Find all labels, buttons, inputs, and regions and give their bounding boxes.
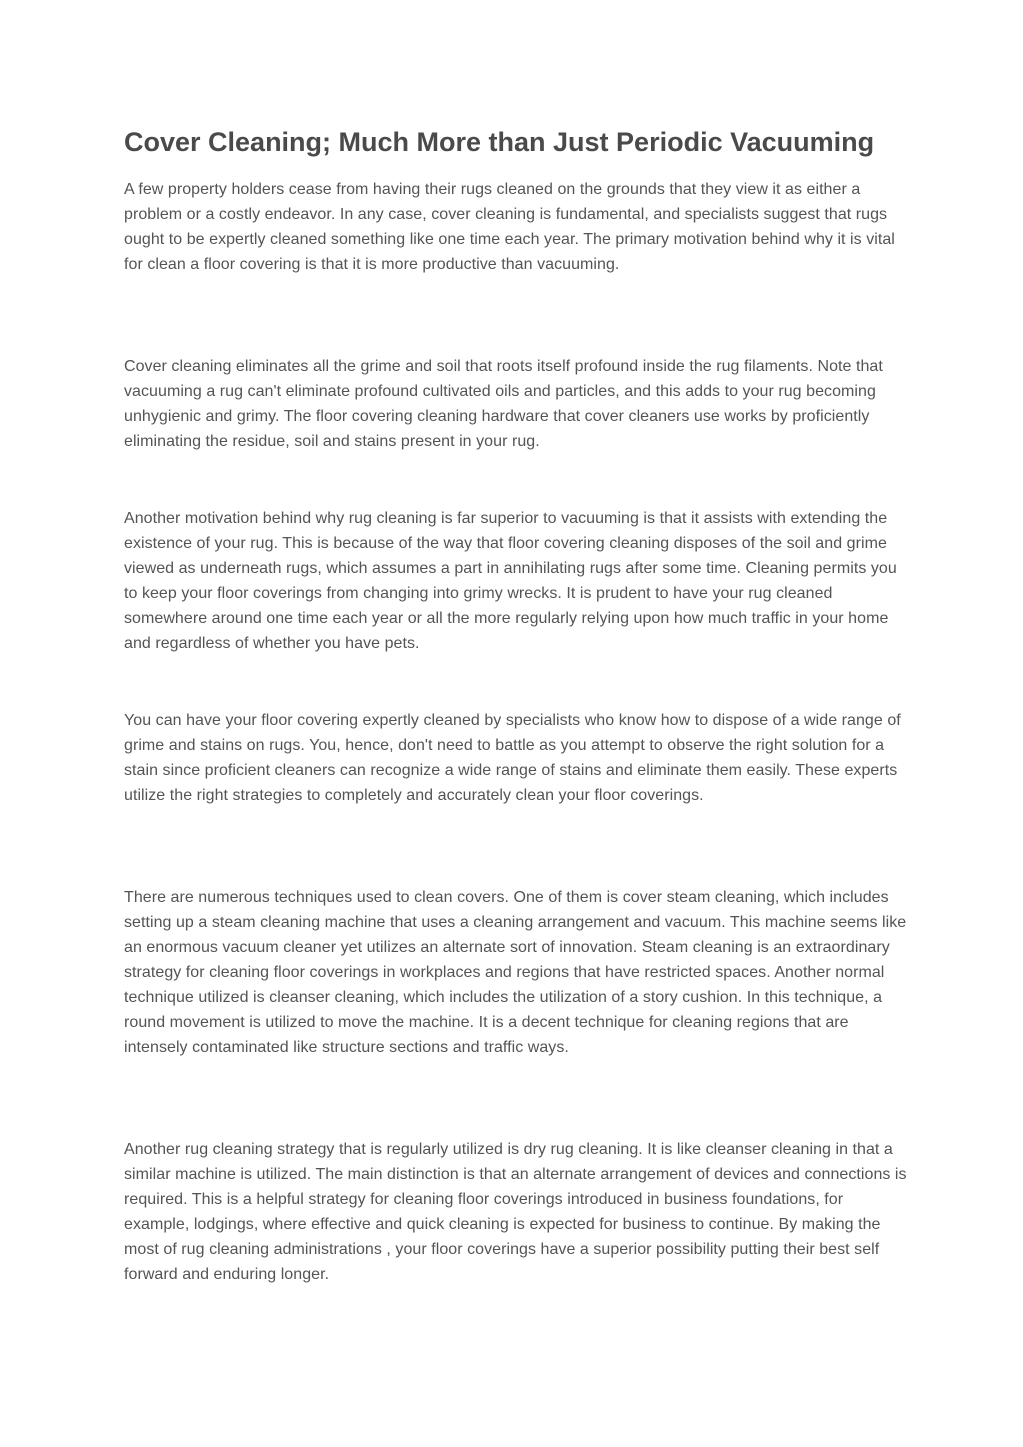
paragraph-1: A few property holders cease from having their rugs cleaned on the grounds that they view it as either a problem or a costly endeavor. In any case, cover cleaning is fundamental, and specialists suggest that rugs ought to be expertly cleaned something like one time each year. The primary motivation behind why it is vital for clean a floor covering is that it is more productive than vacuuming.	[124, 181, 895, 273]
paragraph-2: Cover cleaning eliminates all the grime and soil that roots itself profound inside the rug filaments. Note that vacuuming a rug can't eliminate profound cultivated oils and particles, and this adds to your rug becoming unhygienic and grimy. The floor covering cleaning hardware that cover cleaners use works by proficiently eliminating the residue, soil and stains present in your rug.	[124, 358, 883, 450]
paragraph-5: There are numerous techniques used to clean covers. One of them is cover steam cleaning, which includes setting up a steam cleaning machine that uses a cleaning arrangement and vacuum. This machine seems like an enormous vacuum cleaner yet utilizes an alternate sort of innovation. Steam cleaning is an extraordinary strategy for cleaning floor coverings in workplaces and regions that have restricted spaces. Another normal technique utilized is cleanser cleaning, which includes the utilization of a story cushion. In this technique, a round movement is utilized to move the machine. It is a decent technique for cleaning regions that are intensely contaminated like structure sections and traffic ways.	[124, 889, 907, 1056]
paragraph-3: Another motivation behind why rug cleaning is far superior to vacuuming is that it assists with extending the existence of your rug. This is because of the way that floor covering cleaning disposes of the soil and grime viewed as underneath rugs, which assumes a part in annihilating rugs after some time. Cleaning permits you to keep your floor coverings from changing into grimy wrecks. It is prudent to have your rug cleaned somewhere around one time each year or all the more regularly relying upon how much traffic in your home and regardless of whether you have pets.	[124, 510, 897, 652]
document-title: Cover Cleaning; Much More than Just Periodic Vacuuming	[124, 127, 875, 157]
paragraph-6: Another rug cleaning strategy that is regularly utilized is dry rug cleaning. It is like cleanser cleaning in that a similar machine is utilized. The main distinction is that an alternate arrangement of devices and connections is required. This is a helpful strategy for cleaning floor coverings introduced in business foundations, for example, lodgings, where effective and quick cleaning is expected for business to continue. By making the most of rug cleaning administrations , your floor coverings have a superior possibility putting their best self forward and enduring longer.	[124, 1141, 907, 1283]
paragraph-4: You can have your floor covering expertly cleaned by specialists who know how to dispose of a wide range of grime and stains on rugs. You, hence, don't need to battle as you attempt to observe the right solution for a stain since proficient cleaners can recognize a wide range of stains and eliminate them easily. These experts utilize the right strategies to completely and accurately clean your floor coverings.	[124, 712, 901, 804]
